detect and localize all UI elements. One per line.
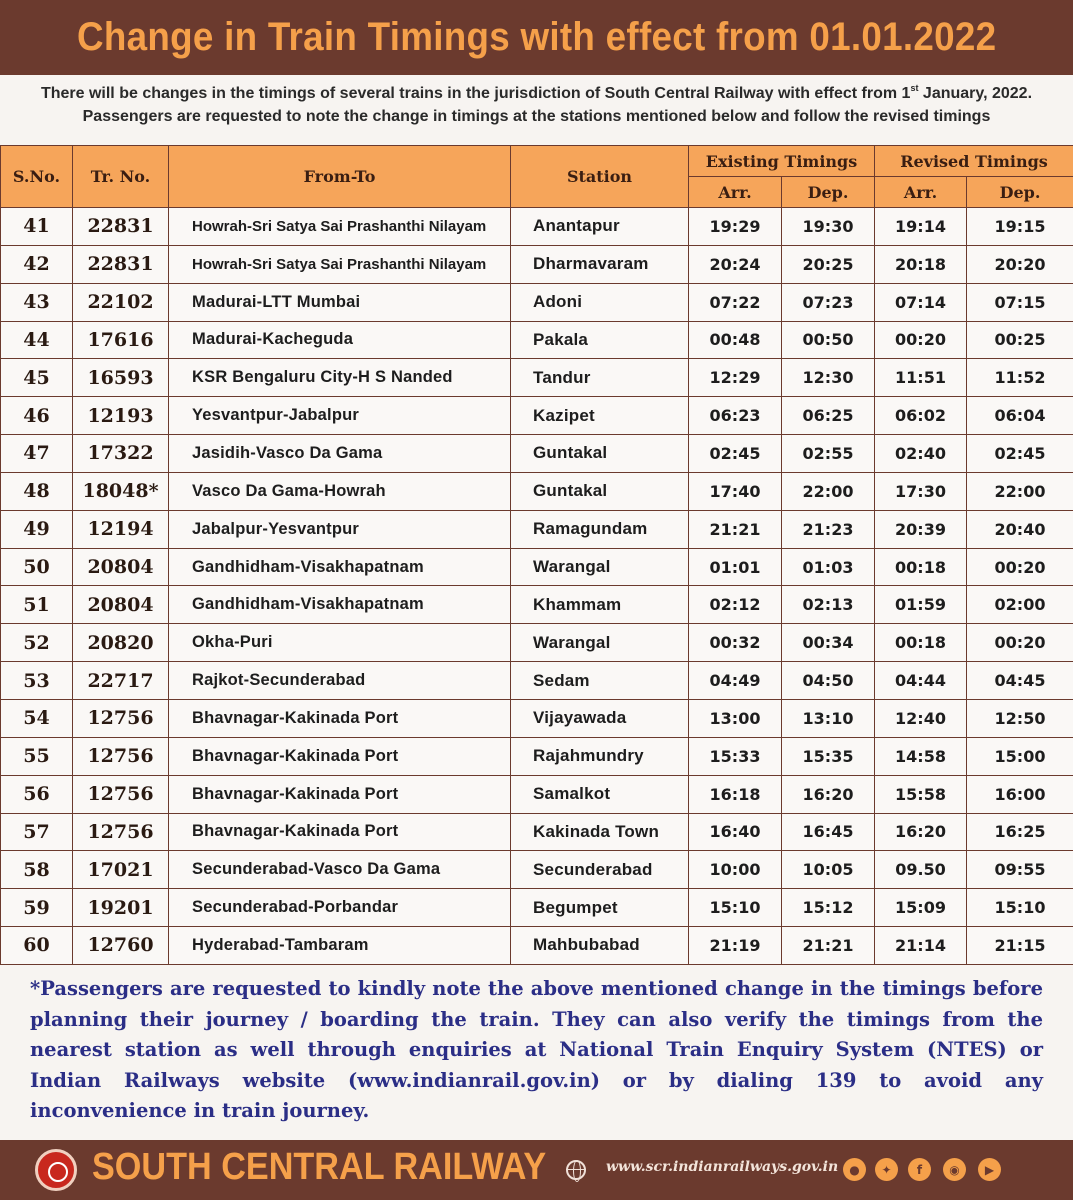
cell-revised-arrival: 21:14 <box>875 927 967 965</box>
table-row <box>1 321 1073 359</box>
table-row <box>1 662 1073 700</box>
cell-existing-departure: 10:05 <box>782 851 875 889</box>
cell-existing-departure: 16:20 <box>782 775 875 813</box>
cell-sno: 52 <box>1 624 73 662</box>
cell-revised-arrival: 04:44 <box>875 662 967 700</box>
cell-existing-arrival: 00:32 <box>689 624 782 662</box>
globe-icon <box>566 1160 586 1180</box>
cell-station: Kazipet <box>511 397 689 435</box>
intro-superscript: st <box>910 83 919 93</box>
cell-revised-arrival: 00:18 <box>875 624 967 662</box>
header-station: Station <box>511 146 689 208</box>
cell-existing-arrival: 02:12 <box>689 586 782 624</box>
cell-existing-departure: 06:25 <box>782 397 875 435</box>
cell-train-number: 20804 <box>73 548 169 586</box>
cell-revised-departure: 15:00 <box>967 737 1073 775</box>
cell-existing-departure: 19:30 <box>782 208 875 246</box>
cell-revised-departure: 16:00 <box>967 775 1073 813</box>
table-row <box>1 927 1073 965</box>
cell-station: Pakala <box>511 321 689 359</box>
cell-station: Guntakal <box>511 472 689 510</box>
cell-revised-arrival: 09.50 <box>875 851 967 889</box>
table-row <box>1 624 1073 662</box>
header-revised-dep: Dep. <box>967 177 1073 208</box>
cell-train-number: 20820 <box>73 624 169 662</box>
cell-revised-departure: 00:25 <box>967 321 1073 359</box>
cell-revised-departure: 00:20 <box>967 624 1073 662</box>
cell-existing-arrival: 17:40 <box>689 472 782 510</box>
cell-station: Warangal <box>511 548 689 586</box>
cell-station: Dharmavaram <box>511 245 689 283</box>
cell-revised-departure: 02:00 <box>967 586 1073 624</box>
cell-route: Rajkot-Secunderabad <box>169 662 511 700</box>
passenger-note: *Passengers are requested to kindly note the above mentioned change in the timings before planning their journey / boarding the train. They can also verify the timings from the nearest station as well through enquiries at National Train Enquiry System (NTES) or Indian Railways website (www.indianrail.gov.in) or by dialing 139 to avoid any inconvenience in train journey. <box>30 977 1043 1122</box>
cell-station: Mahbubabad <box>511 927 689 965</box>
cell-sno: 42 <box>1 245 73 283</box>
cell-existing-arrival: 10:00 <box>689 851 782 889</box>
cell-revised-arrival: 07:14 <box>875 283 967 321</box>
cell-revised-departure: 19:15 <box>967 208 1073 246</box>
cell-existing-departure: 20:25 <box>782 245 875 283</box>
cell-route: Okha-Puri <box>169 624 511 662</box>
cell-revised-departure: 16:25 <box>967 813 1073 851</box>
cell-existing-departure: 00:50 <box>782 321 875 359</box>
cell-revised-departure: 20:20 <box>967 245 1073 283</box>
cell-train-number: 19201 <box>73 889 169 927</box>
cell-station: Guntakal <box>511 435 689 473</box>
cell-revised-departure: 02:45 <box>967 435 1073 473</box>
cell-existing-departure: 00:34 <box>782 624 875 662</box>
cell-sno: 46 <box>1 397 73 435</box>
cell-train-number: 12756 <box>73 699 169 737</box>
intro-text <box>0 82 1073 128</box>
cell-route: Madurai-LTT Mumbai <box>169 283 511 321</box>
cell-train-number: 22102 <box>73 283 169 321</box>
cell-route: Jasidih-Vasco Da Gama <box>169 435 511 473</box>
cell-existing-departure: 15:35 <box>782 737 875 775</box>
intro-line-1-text: There will be changes in the timings of several trains in the jurisdiction of South Central Railway with effect from 1 <box>40 85 911 102</box>
header-revised-timings: Revised Timings <box>875 146 1073 177</box>
cell-train-number: 22831 <box>73 208 169 246</box>
cell-sno: 55 <box>1 737 73 775</box>
cell-revised-departure: 12:50 <box>967 699 1073 737</box>
cell-revised-departure: 04:45 <box>967 662 1073 700</box>
cell-route: Bhavnagar-Kakinada Port <box>169 775 511 813</box>
cell-existing-arrival: 15:33 <box>689 737 782 775</box>
cell-existing-arrival: 04:49 <box>689 662 782 700</box>
cell-route: Secunderabad-Porbandar <box>169 889 511 927</box>
cell-route: KSR Bengaluru City-H S Nanded <box>169 359 511 397</box>
table-row <box>1 245 1073 283</box>
header-banner <box>0 0 1073 75</box>
cell-existing-arrival: 01:01 <box>689 548 782 586</box>
cell-route: Hyderabad-Tambaram <box>169 927 511 965</box>
cell-train-number: 12194 <box>73 510 169 548</box>
cell-station: Samalkot <box>511 775 689 813</box>
cell-existing-arrival: 12:29 <box>689 359 782 397</box>
cell-revised-arrival: 20:18 <box>875 245 967 283</box>
header-trno: Tr. No. <box>73 146 169 208</box>
cell-existing-departure: 02:13 <box>782 586 875 624</box>
cell-existing-departure: 13:10 <box>782 699 875 737</box>
cell-revised-arrival: 16:20 <box>875 813 967 851</box>
cell-route: Howrah-Sri Satya Sai Prashanthi Nilayam <box>169 245 511 283</box>
cell-revised-departure: 07:15 <box>967 283 1073 321</box>
cell-existing-arrival: 16:18 <box>689 775 782 813</box>
table-row <box>1 472 1073 510</box>
intro-line-2: Passengers are requested to note the change in timings at the stations mentioned below and follow the revised timings <box>82 108 991 125</box>
footer <box>0 1140 1073 1200</box>
cell-revised-arrival: 15:58 <box>875 775 967 813</box>
cell-train-number: 12193 <box>73 397 169 435</box>
cell-sno: 59 <box>1 889 73 927</box>
cell-revised-departure: 09:55 <box>967 851 1073 889</box>
cell-existing-arrival: 15:10 <box>689 889 782 927</box>
cell-existing-departure: 01:03 <box>782 548 875 586</box>
cell-revised-departure: 21:15 <box>967 927 1073 965</box>
table-row <box>1 359 1073 397</box>
cell-station: Begumpet <box>511 889 689 927</box>
cell-existing-arrival: 06:23 <box>689 397 782 435</box>
twitter-icon[interactable]: ✦ <box>875 1158 898 1181</box>
cell-sno: 54 <box>1 699 73 737</box>
cell-sno: 50 <box>1 548 73 586</box>
cell-sno: 58 <box>1 851 73 889</box>
cell-revised-arrival: 12:40 <box>875 699 967 737</box>
cell-revised-departure: 06:04 <box>967 397 1073 435</box>
cell-station: Vijayawada <box>511 699 689 737</box>
cell-existing-departure: 12:30 <box>782 359 875 397</box>
cell-sno: 44 <box>1 321 73 359</box>
header-existing-arr: Arr. <box>689 177 782 208</box>
cell-revised-arrival: 00:20 <box>875 321 967 359</box>
table-row <box>1 397 1073 435</box>
cell-revised-arrival: 15:09 <box>875 889 967 927</box>
table-row <box>1 435 1073 473</box>
cell-train-number: 12760 <box>73 927 169 965</box>
cell-train-number: 16593 <box>73 359 169 397</box>
cell-station: Khammam <box>511 586 689 624</box>
cell-station: Rajahmundry <box>511 737 689 775</box>
cell-existing-arrival: 00:48 <box>689 321 782 359</box>
cell-sno: 41 <box>1 208 73 246</box>
cell-route: Secunderabad-Vasco Da Gama <box>169 851 511 889</box>
cell-existing-arrival: 02:45 <box>689 435 782 473</box>
cell-sno: 57 <box>1 813 73 851</box>
cell-existing-arrival: 13:00 <box>689 699 782 737</box>
organization-name: SOUTH CENTRAL RAILWAY <box>92 1146 547 1188</box>
cell-existing-arrival: 20:24 <box>689 245 782 283</box>
cell-route: Vasco Da Gama-Howrah <box>169 472 511 510</box>
cell-route: Gandhidham-Visakhapatnam <box>169 548 511 586</box>
cell-revised-arrival: 14:58 <box>875 737 967 775</box>
cell-train-number: 22717 <box>73 662 169 700</box>
cell-existing-departure: 16:45 <box>782 813 875 851</box>
cell-sno: 56 <box>1 775 73 813</box>
cell-sno: 53 <box>1 662 73 700</box>
cell-existing-departure: 21:23 <box>782 510 875 548</box>
cell-revised-arrival: 20:39 <box>875 510 967 548</box>
cell-route: Jabalpur-Yesvantpur <box>169 510 511 548</box>
header-route: From-To <box>169 146 511 208</box>
header-existing-timings: Existing Timings <box>689 146 875 177</box>
cell-revised-departure: 20:40 <box>967 510 1073 548</box>
cell-sno: 60 <box>1 927 73 965</box>
timings-table <box>0 145 1073 965</box>
cell-train-number: 22831 <box>73 245 169 283</box>
table-row <box>1 699 1073 737</box>
cell-sno: 51 <box>1 586 73 624</box>
header-revised-arr: Arr. <box>875 177 967 208</box>
cell-existing-arrival: 21:21 <box>689 510 782 548</box>
cell-station: Anantapur <box>511 208 689 246</box>
cell-station: Warangal <box>511 624 689 662</box>
cell-route: Gandhidham-Visakhapatnam <box>169 586 511 624</box>
youtube-icon[interactable]: ▶ <box>978 1158 1001 1181</box>
cell-route: Madurai-Kacheguda <box>169 321 511 359</box>
table-row <box>1 548 1073 586</box>
table-row <box>1 737 1073 775</box>
cell-station: Adoni <box>511 283 689 321</box>
cell-sno: 49 <box>1 510 73 548</box>
cell-sno: 43 <box>1 283 73 321</box>
cell-revised-arrival: 17:30 <box>875 472 967 510</box>
cell-existing-departure: 04:50 <box>782 662 875 700</box>
cell-station: Kakinada Town <box>511 813 689 851</box>
cell-revised-departure: 22:00 <box>967 472 1073 510</box>
cell-train-number: 17021 <box>73 851 169 889</box>
table-row <box>1 813 1073 851</box>
cell-existing-arrival: 16:40 <box>689 813 782 851</box>
cell-route: Bhavnagar-Kakinada Port <box>169 699 511 737</box>
cell-existing-departure: 22:00 <box>782 472 875 510</box>
cell-train-number: 20804 <box>73 586 169 624</box>
cell-train-number: 12756 <box>73 775 169 813</box>
cell-revised-arrival: 19:14 <box>875 208 967 246</box>
cell-sno: 48 <box>1 472 73 510</box>
railway-logo-icon <box>35 1149 77 1191</box>
cell-existing-departure: 02:55 <box>782 435 875 473</box>
cell-route: Yesvantpur-Jabalpur <box>169 397 511 435</box>
cell-revised-departure: 15:10 <box>967 889 1073 927</box>
table-row <box>1 208 1073 246</box>
cell-existing-departure: 07:23 <box>782 283 875 321</box>
cell-sno: 47 <box>1 435 73 473</box>
cell-train-number: 12756 <box>73 737 169 775</box>
cell-sno: 45 <box>1 359 73 397</box>
intro-line-1 <box>0 82 1073 105</box>
cell-existing-arrival: 07:22 <box>689 283 782 321</box>
cell-train-number: 17616 <box>73 321 169 359</box>
table-row <box>1 889 1073 927</box>
page-title: Change in Train Timings with effect from 01.01.2022 <box>76 15 997 59</box>
table-row <box>1 510 1073 548</box>
table-row <box>1 775 1073 813</box>
table-row <box>1 283 1073 321</box>
instagram-icon[interactable]: ◉ <box>943 1158 966 1181</box>
cell-route: Bhavnagar-Kakinada Port <box>169 737 511 775</box>
cell-revised-arrival: 02:40 <box>875 435 967 473</box>
cell-station: Sedam <box>511 662 689 700</box>
cell-route: Howrah-Sri Satya Sai Prashanthi Nilayam <box>169 208 511 246</box>
cell-revised-departure: 00:20 <box>967 548 1073 586</box>
cell-existing-arrival: 19:29 <box>689 208 782 246</box>
cell-station: Ramagundam <box>511 510 689 548</box>
cell-revised-arrival: 00:18 <box>875 548 967 586</box>
website-link[interactable]: www.scr.indianrailways.gov.in <box>606 1159 839 1175</box>
cell-revised-departure: 11:52 <box>967 359 1073 397</box>
table-row <box>1 586 1073 624</box>
cell-revised-arrival: 01:59 <box>875 586 967 624</box>
cell-train-number: 12756 <box>73 813 169 851</box>
header-sno: S.No. <box>1 146 73 208</box>
cell-revised-arrival: 11:51 <box>875 359 967 397</box>
cell-route: Bhavnagar-Kakinada Port <box>169 813 511 851</box>
cell-existing-arrival: 21:19 <box>689 927 782 965</box>
facebook-icon[interactable]: f <box>908 1158 931 1181</box>
table-row <box>1 851 1073 889</box>
cell-existing-departure: 21:21 <box>782 927 875 965</box>
cell-station: Secunderabad <box>511 851 689 889</box>
koo-icon[interactable]: ● <box>843 1158 866 1181</box>
cell-revised-arrival: 06:02 <box>875 397 967 435</box>
cell-train-number: 18048* <box>73 472 169 510</box>
cell-station: Tandur <box>511 359 689 397</box>
cell-train-number: 17322 <box>73 435 169 473</box>
cell-existing-departure: 15:12 <box>782 889 875 927</box>
intro-line-1-end: January, 2022. <box>918 85 1033 102</box>
header-existing-dep: Dep. <box>782 177 875 208</box>
